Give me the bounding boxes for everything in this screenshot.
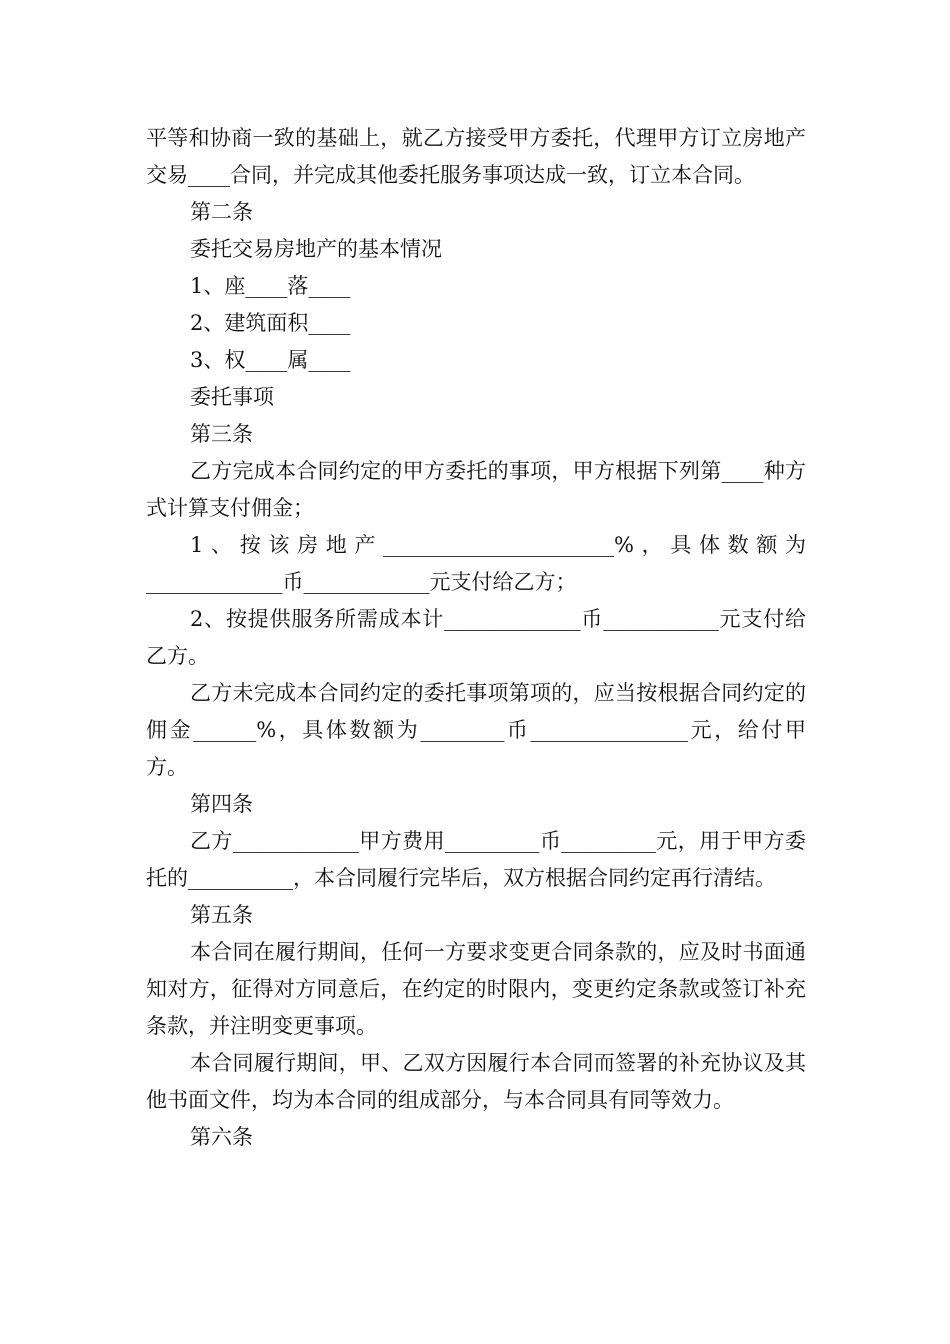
paragraph-amendment: 本合同在履行期间，任何一方要求变更合同条款的，应及时书面通知对方，征得对方同意后，在约定的时限内，变更约定条款或签订补充条款，并注明变更事项。 xyxy=(146,940,806,1038)
article-2-heading: 第二条 xyxy=(190,200,253,224)
article-5-heading: 第五条 xyxy=(190,903,253,927)
item-commission-cost: 2、按提供服务所需成本计_____________币___________元支付给乙方。 xyxy=(146,607,806,668)
section-heading-property-info: 委托交易房地产的基本情况 xyxy=(190,237,442,261)
paragraph-expenses: 乙方____________甲方费用_________币_________元，用于甲方委托的__________，本合同履行完毕后，双方根据合同约定再行清结。 xyxy=(146,829,806,890)
article-6-heading: 第六条 xyxy=(190,1125,253,1149)
paragraph-incomplete-commission: 乙方未完成本合同约定的委托事项第项的，应当按根据合同约定的佣金______%，具体数额为________币_______________元，给付甲方。 xyxy=(146,681,806,779)
item-ownership: 3、权____属____ xyxy=(190,348,351,372)
item-commission-percent: 1、按该房地产______________________%，具体数额为_____________币____________元支付给乙方； xyxy=(146,533,806,594)
paragraph-intro: 平等和协商一致的基础上，就乙方接受甲方委托，代理甲方订立房地产交易____合同，并完成其他委托服务事项达成一致，订立本合同。 xyxy=(146,126,806,187)
item-location: 1、座____落____ xyxy=(190,274,351,298)
paragraph-supplementary: 本合同履行期间，甲、乙双方因履行本合同而签署的补充协议及其他书面文件，均为本合同的组成部分，与本合同具有同等效力。 xyxy=(146,1051,806,1112)
document-body xyxy=(146,120,806,1156)
item-floor-area: 2、建筑面积____ xyxy=(190,311,351,335)
article-3-heading: 第三条 xyxy=(190,422,253,446)
article-4-heading: 第四条 xyxy=(190,792,253,816)
paragraph-commission-method: 乙方完成本合同约定的甲方委托的事项，甲方根据下列第____种方式计算支付佣金； xyxy=(146,459,806,520)
section-heading-entrusted-matters: 委托事项 xyxy=(190,385,274,409)
